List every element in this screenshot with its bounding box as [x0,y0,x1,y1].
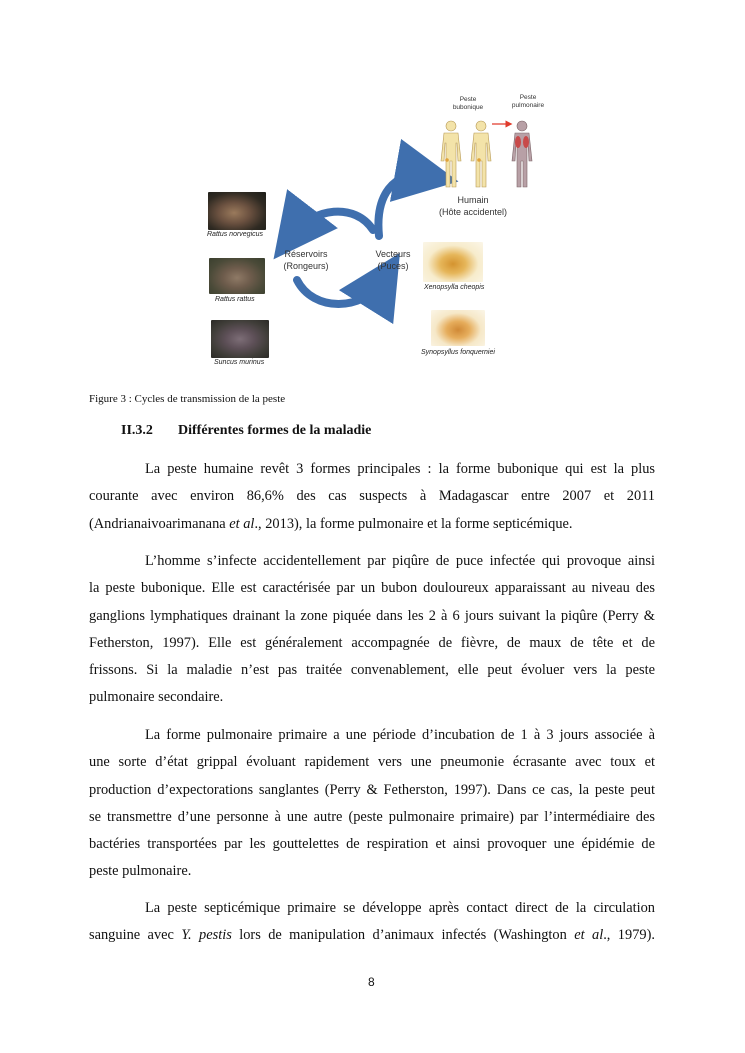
transmission-cycle-figure [195,84,575,374]
text-line: La forme pulmonaire primaire a une période d’incubation de 1 à 3 jours associée à [145,727,655,743]
text-line: frissons. Si la maladie n’est pas traitée convenablement, elle peut évoluer vers la peste [89,662,655,679]
humain-label: Humain (Hôte accidentel) [438,195,508,217]
section-number: II.3.2 [121,423,153,438]
text-line: se transmettre d’une personne à une autre (peste pulmonaire primaire) par l’intermédiaire des [89,808,655,825]
text-line: pulmonaire secondaire. [89,689,224,706]
section-title: Différentes formes de la maladie [178,423,372,438]
rattus-rattus-caption: Rattus rattus [215,296,255,303]
peste-pulmonaire-label: Peste pulmonaire [511,94,545,109]
text-line: L’homme s’infecte accidentellement par piqûre de puce infectée qui provoque ainsi [145,553,655,569]
figure-caption: Figure 3 : Cycles de transmission de la peste [89,393,286,405]
text-line: La peste humaine revêt 3 formes principales : la forme bubonique qui est la plus [145,461,655,477]
text-line: une sorte d’état grippal évoluant rapidement vers une pneumonie écrasante avec toux et [89,754,655,771]
paragraph-4 [89,895,655,950]
text-line: courante avec environ 86,6% des cas suspects à Madagascar entre 2007 et 2011 [89,488,655,505]
text-line: production d’expectorations sanglantes (Perry & Fetherston, 1997). Dans ce cas, la peste peut [89,781,655,798]
human-figure-pulmonaire [512,121,532,187]
paragraph-1 [89,456,655,538]
synopsyllus-fonquerniei-photo [431,310,485,346]
paragraph-3 [89,722,655,886]
reservoirs-label: Réservoirs (Rongeurs) [283,249,329,271]
synopsyllus-fonquerniei-caption: Synopsyllus fonquerniei [421,349,495,356]
cycle-arrows [195,84,575,374]
suncus-murinus-caption: Suncus murinus [214,359,265,366]
arrow-reservoirs-to-vecteurs [297,280,383,304]
text-line: peste pulmonaire. [89,863,192,880]
text-line: la peste bubonique. Elle est caractérisée par un bubon douloureux apparaissant au niveau des [89,580,655,597]
peste-bubonique-label: Peste bubonique [452,96,484,111]
human-figure-1 [441,121,461,187]
text-line: ganglions lymphatiques drainant la zone piquée dans les 2 à 6 jours suivant la piqûre (Perry & [89,607,655,624]
arrow-vecteurs-to-humain [378,175,427,236]
arrow-vecteurs-to-reservoirs [293,212,373,234]
section-heading [121,423,371,439]
page-number: 8 [368,975,375,989]
text-line: sanguine avec Y. pestis lors de manipulation d’animaux infectés (Washington et al., 1979). [89,927,655,944]
text-line: bactéries transportées par les gouttelettes de respiration et ainsi provoquer une épidémie de [89,836,655,853]
human-figure-2 [471,121,491,187]
text-line: (Andrianaivoarimanana et al., 2013), la forme pulmonaire et la forme septicémique. [89,515,573,532]
text-line: Fetherston, 1997). Elle est généralement accompagnée de fièvre, de maux de tête et de [89,634,655,651]
paragraph-2 [89,548,655,712]
xenopsylla-cheopis-photo [423,242,483,282]
xenopsylla-cheopis-caption: Xenopsylla cheopis [424,284,485,291]
text-line: La peste septicémique primaire se développe après contact direct de la circulation [145,900,655,916]
rattus-norvegicus-caption: Rattus norvegicus [207,231,264,238]
vecteurs-label: Vecteurs (Puces) [375,249,411,271]
